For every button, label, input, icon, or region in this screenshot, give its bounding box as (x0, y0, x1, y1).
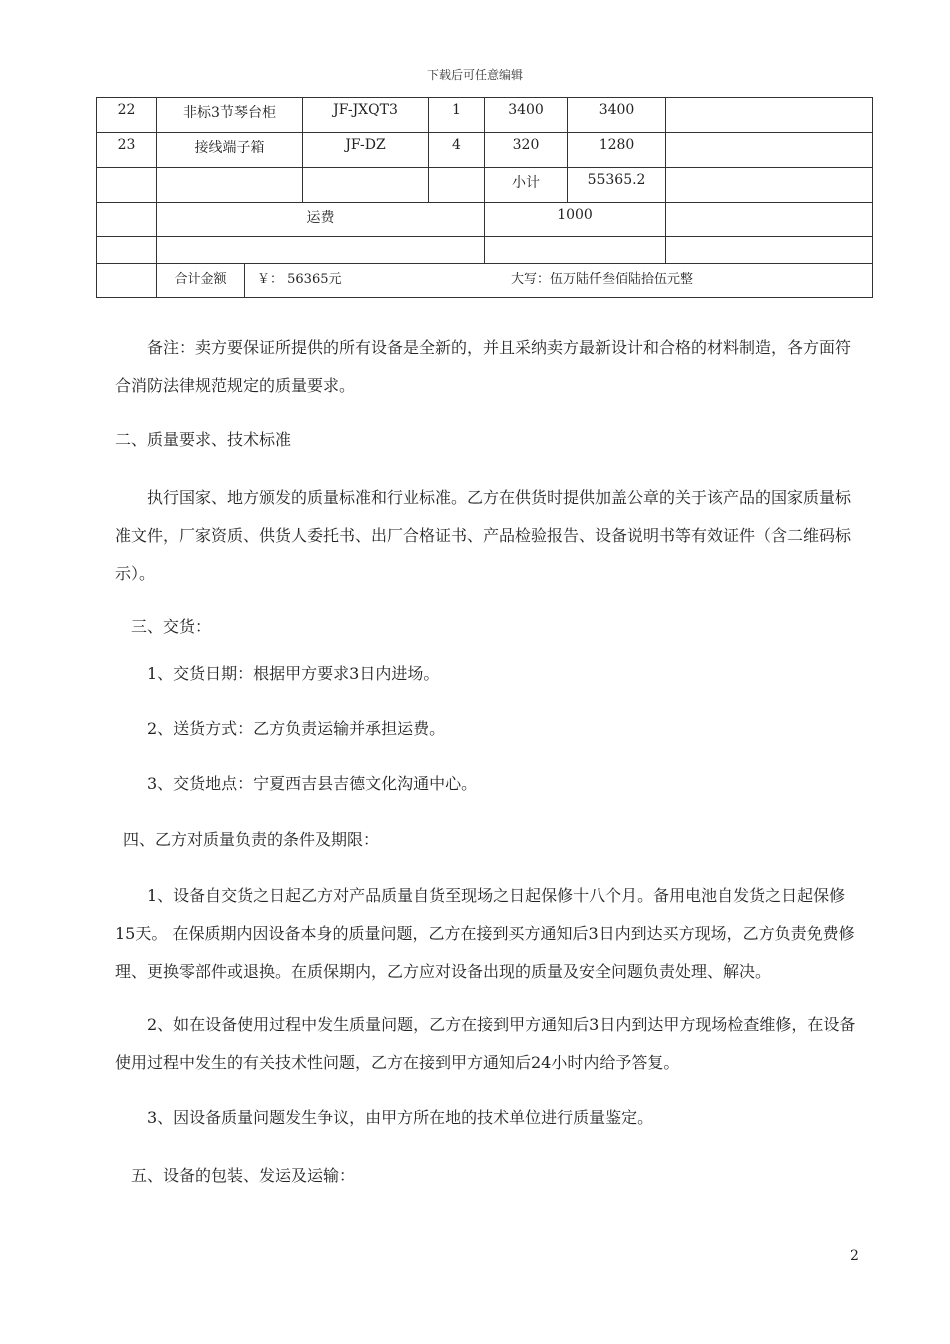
quantity: 1 (429, 98, 485, 133)
delivery-date-item: 1、交货日期：根据甲方要求3日内进场。 (147, 664, 440, 683)
unit-price: 320 (485, 133, 568, 168)
empty-cell (666, 237, 873, 264)
empty-cell (666, 168, 873, 203)
subtotal-value: 55365.2 (568, 168, 666, 203)
freight-label: 运费 (157, 203, 485, 237)
empty-cell (429, 168, 485, 203)
unit-price: 3400 (485, 98, 568, 133)
empty-cell (666, 203, 873, 237)
empty-cell (157, 168, 303, 203)
price-table (96, 97, 873, 298)
section-4-title: 四、乙方对质量负责的条件及期限： (123, 830, 380, 849)
row-number: 22 (97, 98, 157, 133)
table-row (97, 133, 873, 168)
empty-cell (97, 203, 157, 237)
empty-cell (97, 237, 157, 264)
page-header: 下载后可任意编辑 (426, 68, 523, 82)
subtotal-row (97, 168, 873, 203)
section-5-title: 五、设备的包装、发运及运输： (131, 1166, 356, 1185)
empty-cell (303, 168, 429, 203)
total-label: 合计金额 (157, 264, 245, 298)
product-name: 接线端子箱 (157, 133, 303, 168)
remark-paragraph: 备注：卖方要保证所提供的所有设备是全新的，并且采纳卖方最新设计和合格的材料制造，各方面符合消防法律规范规定的质量要求。 (115, 338, 852, 395)
note-cell (666, 133, 873, 168)
freight-value: 1000 (485, 203, 666, 237)
delivery-method-item: 2、送货方式：乙方负责运输并承担运费。 (147, 719, 446, 738)
row-number: 23 (97, 133, 157, 168)
empty-cell (485, 237, 666, 264)
section-2-body: 执行国家、地方颁发的质量标准和行业标准。乙方在供货时提供加盖公章的关于该产品的国家质量标准文件，厂家资质、供货人委托书、出厂合格证书、产品检验报告、设备说明书等有效证件（含二维码标示）。 (115, 488, 852, 583)
total-amount: ￥： 56365元 (257, 272, 342, 287)
note-cell (666, 98, 873, 133)
quantity: 4 (429, 133, 485, 168)
delivery-location-item: 3、交货地点：宁夏西吉县吉德文化沟通中心。 (147, 774, 478, 793)
warranty-item-3: 3、因设备质量问题发生争议，由甲方所在地的技术单位进行质量鉴定。 (147, 1108, 654, 1127)
table-row (97, 98, 873, 133)
empty-cell (97, 168, 157, 203)
blank-row (97, 237, 873, 264)
product-model: JF-JXQT3 (303, 98, 429, 133)
line-amount: 1280 (568, 133, 666, 168)
subtotal-label: 小计 (485, 168, 568, 203)
section-2-title: 二、质量要求、技术标准 (115, 430, 292, 449)
line-amount: 3400 (568, 98, 666, 133)
product-model: JF-DZ (303, 133, 429, 168)
total-row (97, 264, 873, 298)
total-in-words: 大写：伍万陆仟叁佰陆拾伍元整 (511, 272, 694, 287)
total-cell (245, 264, 873, 298)
empty-cell (97, 264, 157, 298)
warranty-item-1: 1、设备自交货之日起乙方对产品质量自货至现场之日起保修十八个月。备用电池自发货之日起保修15天。 在保质期内因设备本身的质量问题，乙方在接到买方通知后3日内到达买方现场，乙方负责免费修理、更换零部件或退换。在质保期内，乙方应对设备出现的质量及安全问题负责处理、解决。 (115, 886, 855, 981)
warranty-item-2: 2、如在设备使用过程中发生质量问题，乙方在接到甲方通知后3日内到达甲方现场检查维修，在设备使用过程中发生的有关技术性问题，乙方在接到甲方通知后24小时内给予答复。 (115, 1015, 856, 1072)
freight-row (97, 203, 873, 237)
section-3-title: 三、交货： (131, 617, 212, 636)
page-number: 2 (850, 1248, 859, 1264)
product-name: 非标3节琴台柜 (157, 98, 303, 133)
empty-cell (157, 237, 485, 264)
